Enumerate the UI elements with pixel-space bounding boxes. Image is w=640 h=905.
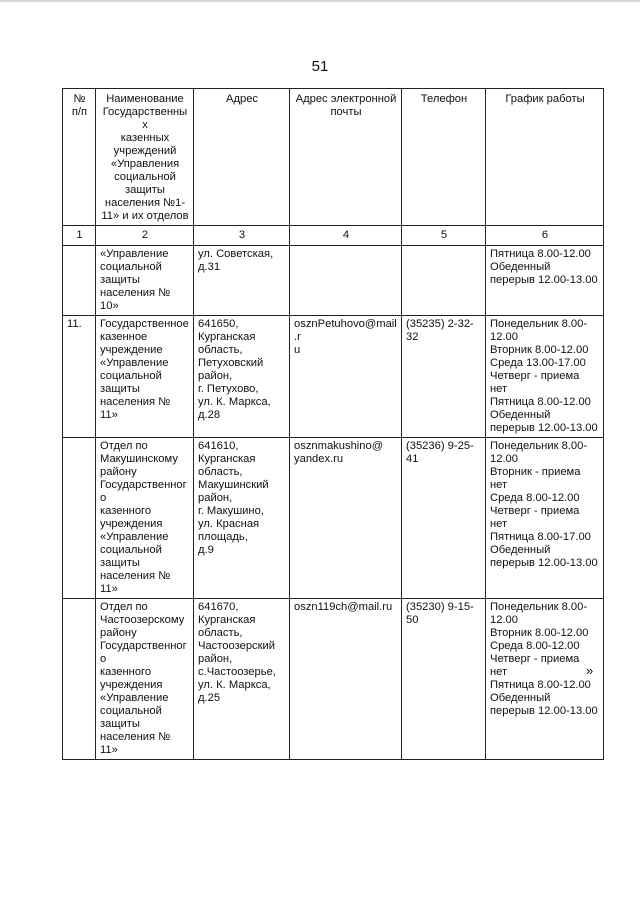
institution-address: 641670, Курганская область, Частоозерский район, с.Частоозерье, ул. К. Маркса, д.25: [194, 599, 290, 760]
header-email: Адрес электронной почты: [290, 89, 402, 226]
institution-address: 641610, Курганская область, Макушинский район, г. Макушино, ул. Красная площадь, д.9: [194, 438, 290, 599]
institution-name: Государственное казенное учреждение «Управление социальной защиты населения № 11»: [96, 316, 194, 438]
institution-schedule: Понедельник 8.00- 12.00 Вторник 8.00-12.00 Среда 8.00-12.00 Четверг - приема нет Пятница 8.00-12.00 Обеденный перерыв 12.00-13.00: [486, 599, 604, 760]
institution-address: ул. Советская, д.31: [194, 246, 290, 316]
row-num: 11.: [63, 316, 96, 438]
institution-email: osznmakushino@ yandex.ru: [290, 438, 402, 599]
table-row: [63, 438, 604, 599]
header-row: [63, 89, 604, 226]
column-number: 4: [290, 226, 402, 246]
row-num: [63, 599, 96, 760]
column-number-row: [63, 226, 604, 246]
header-name: Наименование Государственных казенных учреждений «Управления социальной защиты населения №1- 11» и их отделов: [96, 89, 194, 226]
column-number: 5: [402, 226, 486, 246]
row-num: [63, 246, 96, 316]
header-address: Адрес: [194, 89, 290, 226]
header-phone: Телефон: [402, 89, 486, 226]
top-scan-edge: [0, 0, 640, 2]
institution-phone: (35236) 9-25- 41: [402, 438, 486, 599]
column-number: 3: [194, 226, 290, 246]
continuation-mark: »: [586, 663, 594, 678]
page-number: 51: [311, 58, 329, 75]
institution-schedule: Пятница 8.00-12.00 Обеденный перерыв 12.00-13.00: [486, 246, 604, 316]
institution-address: 641650, Курганская область, Петуховский район, г. Петухово, ул. К. Маркса, д.28: [194, 316, 290, 438]
institution-phone: (35235) 2-32- 32: [402, 316, 486, 438]
column-number: 6: [486, 226, 604, 246]
column-number: 1: [63, 226, 96, 246]
table-row: [63, 316, 604, 438]
column-number: 2: [96, 226, 194, 246]
institutions-table: [62, 88, 604, 760]
header-schedule: График работы: [486, 89, 604, 226]
table-row: [63, 246, 604, 316]
header-num: № п/п: [63, 89, 96, 226]
table-row: [63, 599, 604, 760]
institution-name: Отдел по Макушинскому району Государственного казенного учреждения «Управление социальной защиты населения № 11»: [96, 438, 194, 599]
institution-phone: [402, 246, 486, 316]
institution-schedule: Понедельник 8.00- 12.00 Вторник 8.00-12.00 Среда 13.00-17.00 Четверг - приема нет Пятница 8.00-12.00 Обеденный перерыв 12.00-13.00: [486, 316, 604, 438]
institution-name: Отдел по Частоозерскому району Государственного казенного учреждения «Управление социальной защиты населения № 11»: [96, 599, 194, 760]
institution-phone: (35230) 9-15- 50: [402, 599, 486, 760]
institution-email: oszn119ch@mail.ru: [290, 599, 402, 760]
institution-schedule: Понедельник 8.00- 12.00 Вторник - приема нет Среда 8.00-12.00 Четверг - приема нет Пятница 8.00-17.00 Обеденный перерыв 12.00-13.00: [486, 438, 604, 599]
institution-name: «Управление социальной защиты населения № 10»: [96, 246, 194, 316]
row-num: [63, 438, 96, 599]
institution-email: [290, 246, 402, 316]
institution-email: osznPetuhovo@mail.r u: [290, 316, 402, 438]
